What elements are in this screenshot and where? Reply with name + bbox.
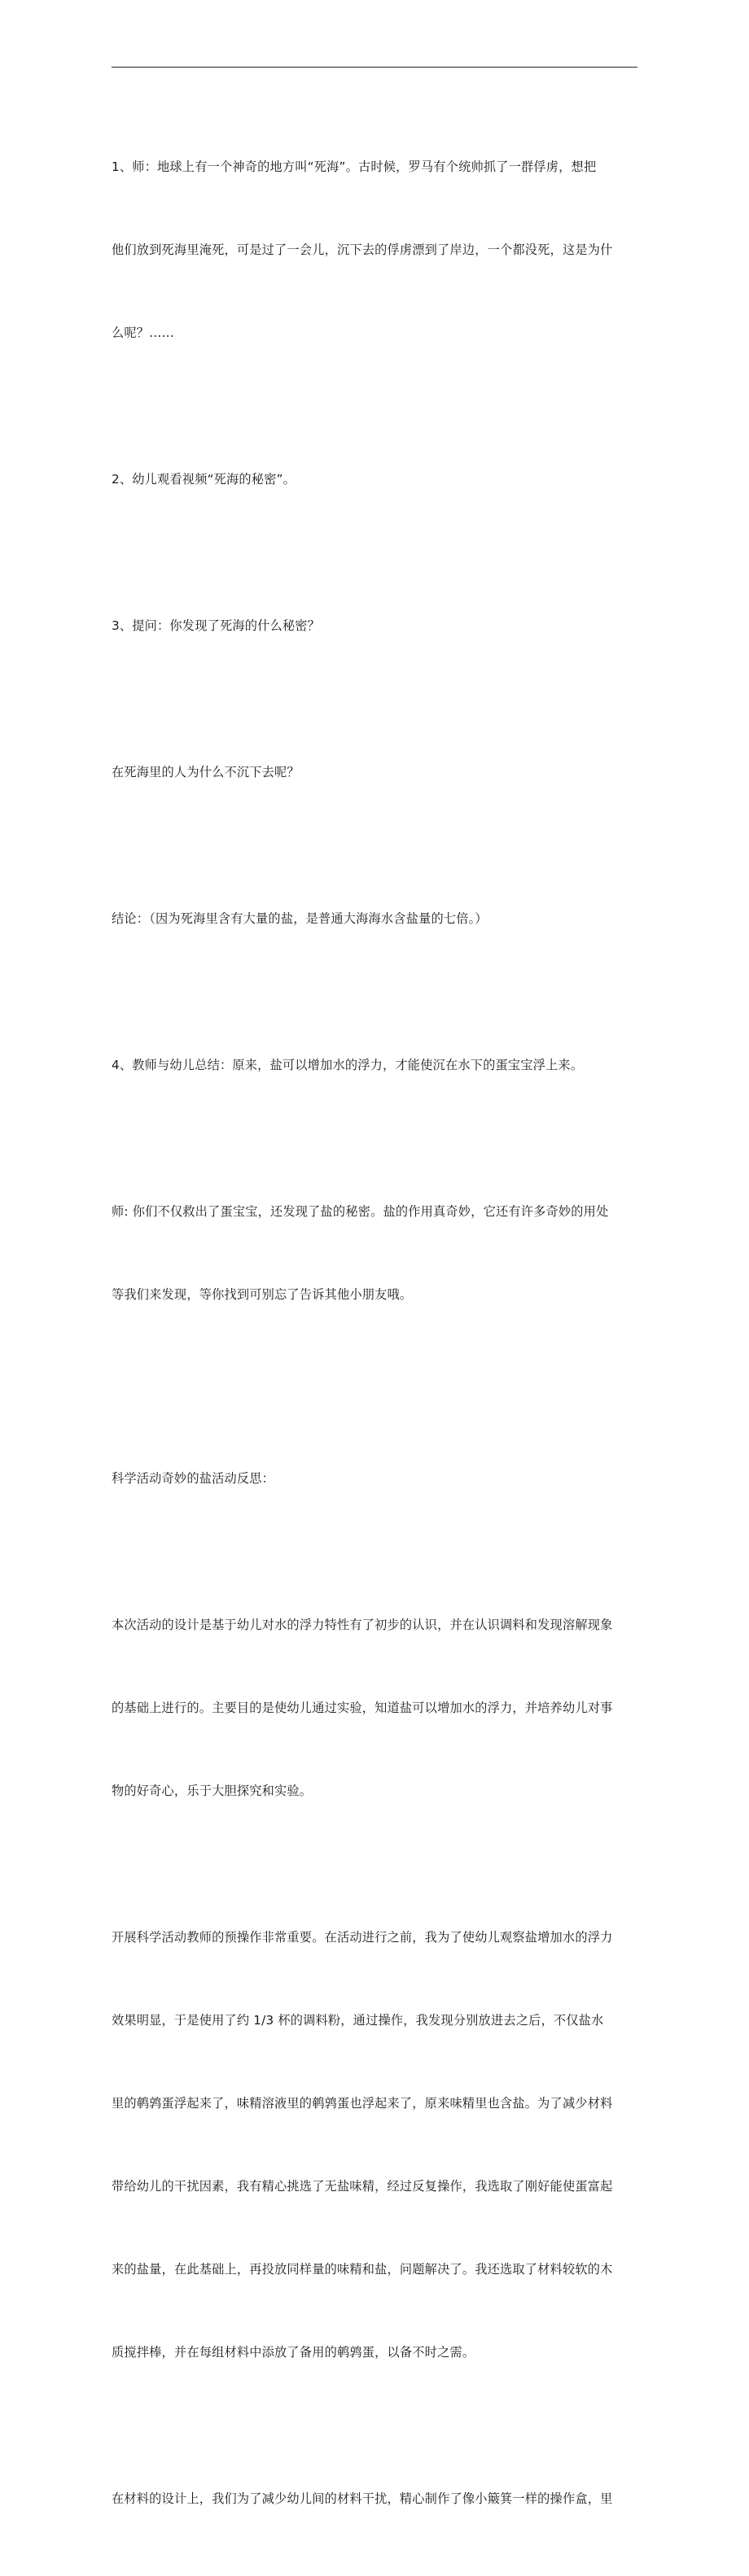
text-line: 结论：（因为死海里含有大量的盐，是普通大海海水含盐量的七倍。）	[112, 911, 488, 926]
paragraph-question-intro	[112, 98, 639, 402]
text-line: 的基础上进行的。主要目的是使幼儿通过实验，知道盐可以增加水的浮力，并培养幼儿对事	[112, 1701, 613, 1715]
text-line: 么呢？……	[112, 325, 174, 340]
text-line: 本次活动的设计是基于幼儿对水的浮力特性有了初步的认识，并在认识调料和发现溶解现象	[112, 1618, 613, 1632]
header-rule	[112, 67, 637, 68]
paragraph-watch-video	[112, 410, 639, 548]
text-line: 在死海里的人为什么不沉下去呢？	[112, 765, 300, 779]
text-line: 开展科学活动教师的预操作非常重要。在活动进行之前，我为了使幼儿观察盐增加水的浮力	[112, 1930, 613, 1945]
text-line: 在材料的设计上，我们为了减少幼儿间的材料干扰，精心制作了像小簸箕一样的操作盒，里	[112, 2491, 613, 2506]
text-line: 他们放到死海里淹死，可是过了一会儿，沉下去的俘虏漂到了岸边，一个都没死，这是为什	[112, 242, 613, 257]
text-line: 物的好奇心，乐于大胆探究和实验。	[112, 1784, 313, 1798]
paragraph-pre-operation	[112, 1868, 639, 2421]
text-line: 里的鹌鹑蛋浮起来了，味精溶液里的鹌鹑蛋也浮起来了，原来味精里也含盐。为了减少材料	[112, 2096, 613, 2111]
text-line: 4、教师与幼儿总结：原来，盐可以增加水的浮力，才能使沉在水下的蛋宝宝浮上来。	[112, 1058, 584, 1072]
text-line: 2、幼儿观看视频“死海的秘密”。	[112, 472, 296, 487]
text-line: 3、提问：你发现了死海的什么秘密？	[112, 618, 321, 633]
paragraph-material-design	[112, 2430, 639, 2568]
paragraph-design-basis	[112, 1556, 639, 1860]
paragraph-question	[112, 557, 639, 695]
paragraph-summary	[112, 996, 639, 1134]
paragraph-followup-question	[112, 703, 639, 841]
text-line: 1、师：地球上有一个神奇的地方叫“死海”。古时候，罗马有个统帅抓了一群俘虏，想把	[112, 159, 597, 174]
text-line: 师: 你们不仅救出了蛋宝宝，还发现了盐的秘密。盐的作用真奇妙，它还有许多奇妙的用处	[112, 1204, 609, 1219]
text-line: 等我们来发现，等你找到可别忘了告诉其他小朋友哦。	[112, 1287, 413, 1302]
text-line: 科学活动奇妙的盐活动反思：	[112, 1471, 275, 1486]
document-body	[112, 98, 639, 2576]
text-line: 效果明显，于是使用了约 1/3 杯的调料粉，通过操作，我发现分别放进去之后，不仅盐水	[112, 2013, 604, 2028]
text-line: 带给幼儿的干扰因素，我有精心挑选了无盐味精，经过反复操作，我选取了刚好能使蛋富起	[112, 2179, 613, 2194]
paragraph-conclusion	[112, 849, 639, 988]
section-heading-reflection	[112, 1409, 639, 1548]
text-line: 质搅拌棒，并在每组材料中添放了备用的鹌鹑蛋，以备不时之需。	[112, 2345, 475, 2360]
text-line: 来的盐量，在此基础上，再投放同样量的味精和盐，问题解决了。我还选取了材料较软的木	[112, 2262, 613, 2277]
paragraph-teacher-closing	[112, 1142, 639, 1364]
